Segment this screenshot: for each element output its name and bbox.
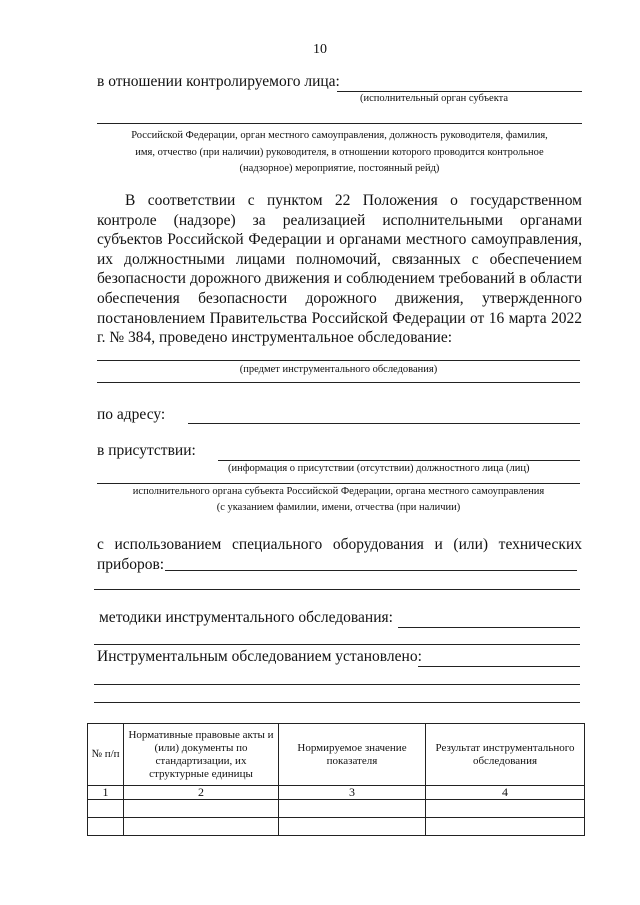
presence-caption-line1: (информация о присутствии (отсутствии) должностного лица (лиц) <box>228 463 530 474</box>
presence-input-line-2[interactable] <box>97 483 580 484</box>
table-cell[interactable] <box>279 818 426 836</box>
presence-input-line[interactable] <box>218 460 580 461</box>
column-number-cell: 1 <box>88 786 124 800</box>
header-cell-number: № п/п <box>88 724 124 786</box>
relation-caption-row: (надзорное) мероприятие, постоянный рейд) <box>239 163 440 174</box>
table-cell[interactable] <box>426 800 585 818</box>
column-number-cell: 2 <box>124 786 279 800</box>
address-label: по адресу: <box>97 406 166 423</box>
presence-label: в присутствии: <box>97 442 196 459</box>
presence-caption-line3: (с указанием фамилии, имени, отчества (при наличии) <box>216 502 461 513</box>
column-number-cell: 4 <box>426 786 585 800</box>
table-cell[interactable] <box>124 800 279 818</box>
address-input-line[interactable] <box>188 423 580 424</box>
table-header-row <box>88 724 585 786</box>
established-input-line-3[interactable] <box>94 702 580 703</box>
table-cell[interactable] <box>88 800 124 818</box>
relation-label: в отношении контролируемого лица: <box>97 73 340 90</box>
relation-input-line-2[interactable] <box>97 123 582 124</box>
established-label: Инструментальным обследованием установлено: <box>97 648 422 665</box>
table-cell[interactable] <box>279 800 426 818</box>
relation-caption-rest <box>97 128 582 178</box>
table-cell[interactable] <box>88 818 124 836</box>
main-paragraph: В соответствии с пунктом 22 Положения о государственном контроле (надзоре) за реализацией исполнительными органами субъектов Российской Федерации и органами местного самоуправления, их должностными лицами полномочий, связанных с обеспечением безопасности дорожного движения и соблюдением требований в области обеспечения безопасности дорожного движения, утвержденного постановлением Правительства Российской Федерации от 16 марта 2022 г. № 384, проведено инструментальное обследование: <box>97 192 582 347</box>
table-cell[interactable] <box>426 818 585 836</box>
equipment-input-line-2[interactable] <box>94 589 580 590</box>
page-number: 10 <box>313 42 327 57</box>
table-row <box>88 818 585 836</box>
table-cell[interactable] <box>124 818 279 836</box>
established-input-line-2[interactable] <box>94 684 580 685</box>
established-input-line[interactable] <box>418 666 580 667</box>
relation-caption-row: имя, отчество (при наличии) руководителя, в отношении которого проводится контрольное <box>135 146 544 158</box>
relation-caption-line1: (исполнительный орган субъекта <box>360 93 509 104</box>
subject-input-line[interactable] <box>97 360 580 361</box>
methods-label: методики инструментального обследования: <box>99 609 393 626</box>
methods-input-line-2[interactable] <box>94 644 580 645</box>
subject-caption: (предмет инструментального обследования) <box>239 364 438 375</box>
table-column-number-row <box>88 786 585 800</box>
results-table <box>87 723 585 836</box>
equipment-text: с использованием специального оборудования и (или) технических приборов: <box>97 536 582 573</box>
column-number-cell: 3 <box>279 786 426 800</box>
relation-caption-row: Российской Федерации, орган местного самоуправления, должность руководителя, фамилия, <box>131 130 548 141</box>
table-row <box>88 800 585 818</box>
subject-input-line-2[interactable] <box>97 382 580 383</box>
header-cell-documents: Нормативные правовые акты и (или) документы по стандартизации, их структурные единицы <box>124 724 279 786</box>
methods-input-line[interactable] <box>398 627 580 628</box>
header-cell-normative-value: Нормируемое значение показателя <box>279 724 426 786</box>
equipment-input-line[interactable] <box>165 570 577 571</box>
presence-caption-line2: исполнительного органа субъекта Российской Федерации, органа местного самоуправления <box>132 486 545 497</box>
relation-input-line[interactable] <box>337 91 582 92</box>
header-cell-result: Результат инструментального обследования <box>426 724 585 786</box>
